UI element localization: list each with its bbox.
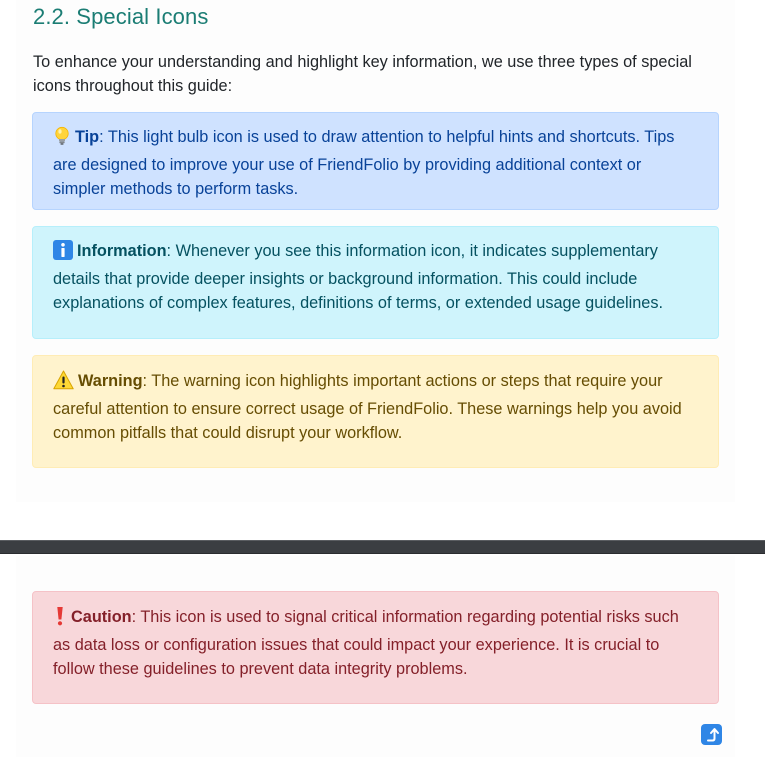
lightbulb-icon — [53, 126, 71, 153]
warning-icon — [53, 370, 74, 397]
warning-callout — [32, 355, 719, 468]
caution-label: Caution — [71, 608, 132, 626]
warning-label: Warning — [78, 372, 143, 390]
information-icon — [53, 240, 73, 267]
content-panel-continued — [16, 556, 735, 757]
section-divider — [0, 540, 765, 554]
section-intro: To enhance your understanding and highlight key information, we use three types of special icons throughout this guide: — [33, 53, 692, 95]
information-callout — [32, 226, 719, 339]
content-panel — [16, 0, 735, 502]
section-title: 2.2. Special Icons — [33, 4, 209, 29]
caution-callout — [32, 591, 719, 704]
warning-text: : The warning icon highlights important actions or steps that require your careful attention to ensure correct usage of FriendFolio. These warnings help you avoid common pitfalls that could disrupt your workflow. — [53, 372, 682, 442]
exclamation-icon — [53, 606, 67, 633]
tip-label: Tip — [75, 128, 100, 146]
back-to-top-icon — [701, 724, 722, 745]
information-text: : Whenever you see this information icon, it indicates supplementary details that provide deeper insights or background information. This could include explanations of complex features, definitions of terms, or extended usage guidelines. — [53, 242, 664, 312]
tip-text: : This light bulb icon is used to draw attention to helpful hints and shortcuts. Tips are designed to improve your use of FriendFolio by providing additional context or simpler methods to perform tasks. — [53, 128, 675, 198]
back-to-top-button[interactable] — [701, 724, 722, 745]
tip-callout — [32, 112, 719, 210]
information-label: Information — [77, 242, 167, 260]
caution-text: : This icon is used to signal critical information regarding potential risks such as data loss or configuration issues that could impact your experience. It is crucial to follow these guidelines to prevent data integrity problems. — [53, 608, 679, 678]
